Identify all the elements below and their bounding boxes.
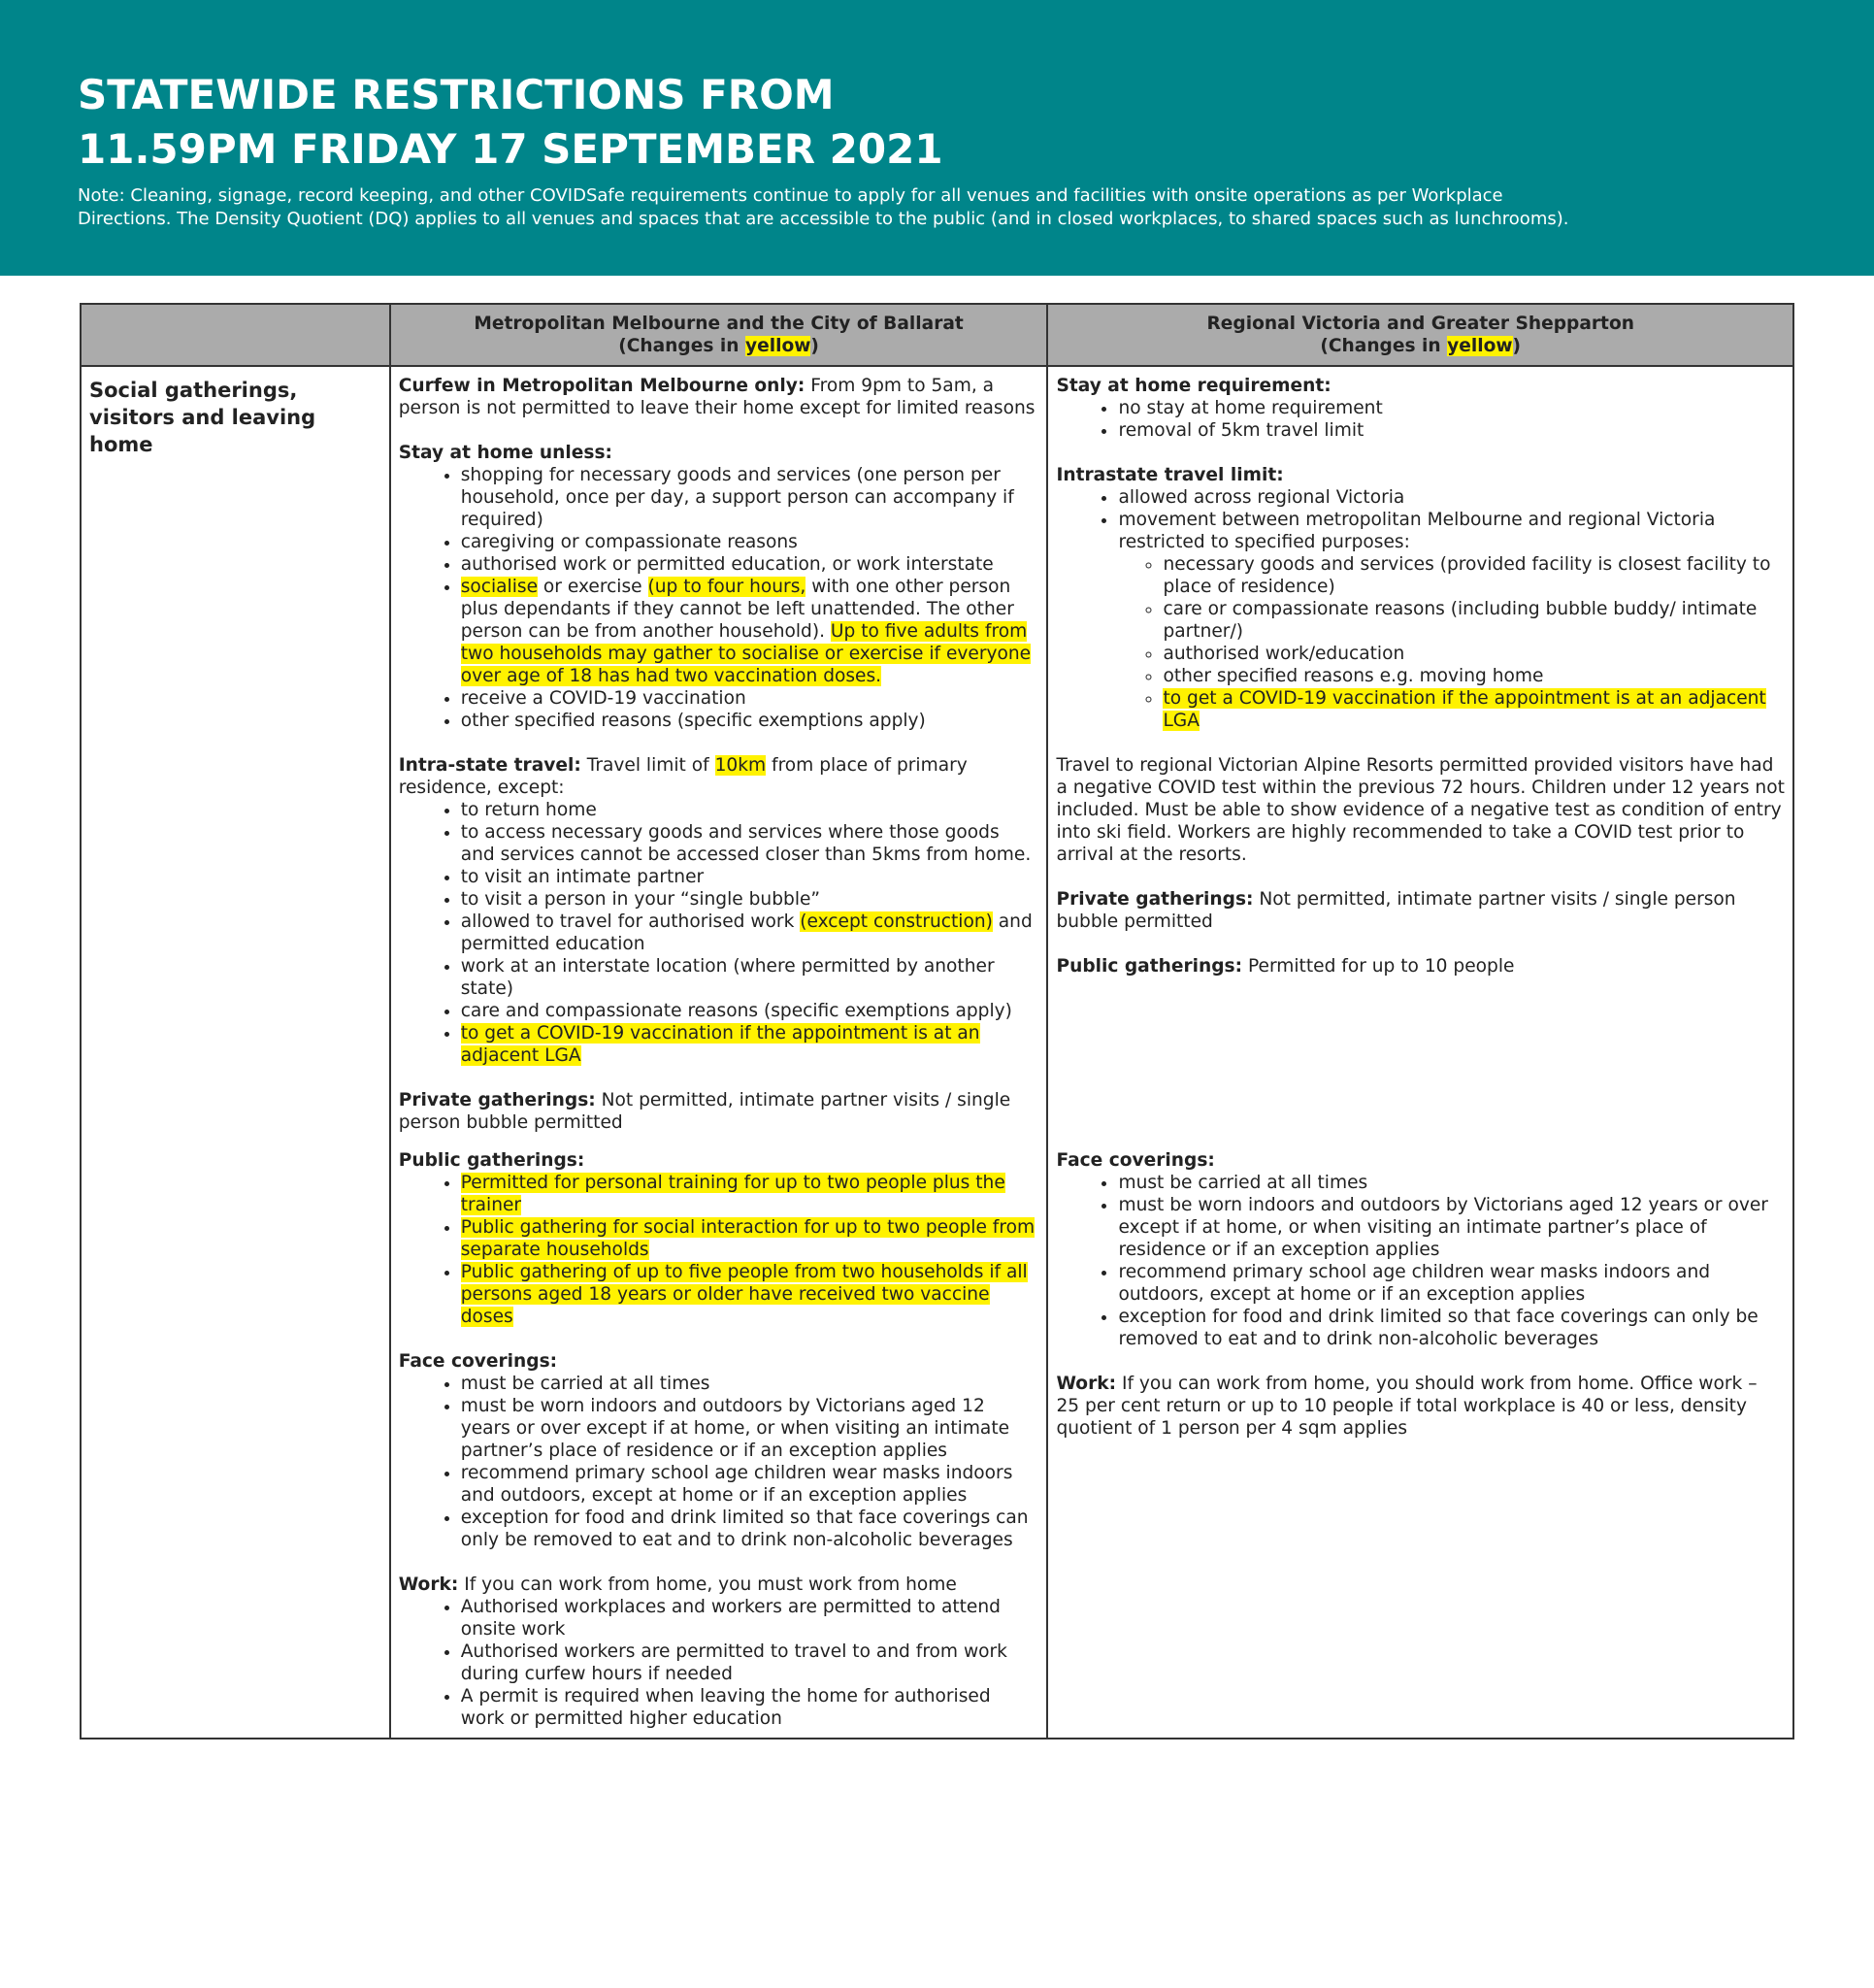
regional-face-heading: Face coverings: xyxy=(1056,1150,1215,1171)
list-item: • no stay at home requirement xyxy=(1118,397,1785,419)
metro-private-block xyxy=(399,1089,1039,1134)
list-item xyxy=(461,911,1039,955)
list-item: • to access necessary goods and services where those goods and services cannot be accessed closer than 5kms from home. xyxy=(461,821,1039,866)
highlight: Permitted for personal training for up to two people plus the trainer xyxy=(460,1173,1005,1215)
regional-cell-part-2 xyxy=(1047,1142,1793,1739)
regional-changes-prefix: (Changes in xyxy=(1320,336,1448,356)
regional-private-block xyxy=(1056,888,1785,933)
metro-public-block xyxy=(399,1149,1039,1328)
metro-face-block xyxy=(399,1350,1039,1551)
metro-public-list xyxy=(399,1172,1039,1328)
metro-work-heading: Work: xyxy=(398,1574,459,1595)
row-label-cell-continued xyxy=(81,1142,390,1739)
metro-stay-heading: Stay at home unless: xyxy=(398,443,612,463)
list-item: • receive a COVID-19 vaccination xyxy=(461,687,1039,710)
list-item: • allowed across regional Victoria xyxy=(1118,486,1785,509)
metro-work-text: If you can work from home, you must work from home xyxy=(458,1574,957,1595)
highlight: (up to four hours, xyxy=(647,577,806,597)
regional-alpine-text: Travel to regional Victorian Alpine Resorts permitted provided visitors have had a negative COVID test within the previous 72 hours. Children under 12 years not included. Must be able to show evidence of a negative test as condition of entry into ski field. Workers are highly recommended to take a COVID test prior to arrival at the resorts. xyxy=(1056,755,1785,865)
list-item: • authorised work or permitted education, or work interstate xyxy=(461,553,1039,576)
list-item: • recommend primary school age children wear masks indoors and outdoors, except at home or if an exception applies xyxy=(1118,1261,1785,1306)
list-item: • must be worn indoors and outdoors by Victorians aged 12 years or over except if at home, or when visiting an intimate partner’s place of residence or if an exception applies xyxy=(1118,1194,1785,1261)
regional-stay-heading: Stay at home requirement: xyxy=(1056,376,1332,396)
metro-stay-list xyxy=(399,464,1039,732)
metro-face-list xyxy=(399,1373,1039,1551)
list-item: • exception for food and drink limited so that face coverings can only be removed to eat and to drink non-alcoholic beverages xyxy=(1118,1306,1785,1350)
header-regional-cell xyxy=(1047,304,1793,366)
regional-public-block xyxy=(1056,955,1785,977)
metro-work-block xyxy=(399,1574,1039,1730)
regional-work-heading: Work: xyxy=(1056,1374,1117,1394)
list-item xyxy=(461,576,1039,687)
metro-title: Metropolitan Melbourne and the City of Ballarat xyxy=(474,314,964,334)
list-item xyxy=(1118,509,1785,732)
highlight: Public gathering of up to five people from two households if all persons aged 18 years or older have received two vaccine doses xyxy=(460,1262,1028,1327)
highlight: Up to five adults from two households may gather to socialise or exercise if everyone over age of 18 has had two vaccination doses. xyxy=(460,621,1032,686)
restrictions-table xyxy=(80,303,1794,1740)
regional-intra-sublist xyxy=(1118,553,1785,732)
list-item: • must be carried at all times xyxy=(461,1373,1039,1395)
text-run: movement between metropolitan Melbourne and regional Victoria restricted to specified purposes: xyxy=(1118,510,1716,552)
list-item: • to visit an intimate partner xyxy=(461,866,1039,888)
metro-public-heading: Public gatherings: xyxy=(398,1150,585,1171)
list-item: • shopping for necessary goods and services (one person per household, once per day, a support person can accompany if required) xyxy=(461,464,1039,531)
regional-public-text: Permitted for up to 10 people xyxy=(1242,956,1515,977)
metro-cell-part-1 xyxy=(390,366,1048,1142)
metro-intra-heading: Intra-state travel: xyxy=(398,755,581,776)
list-item xyxy=(461,1172,1039,1216)
metro-changes-suffix: ) xyxy=(810,336,819,356)
list-item: • recommend primary school age children wear masks indoors and outdoors, except at home or if an exception applies xyxy=(461,1462,1039,1507)
row-label-cell xyxy=(81,366,390,1142)
list-item: • other specified reasons (specific exemptions apply) xyxy=(461,710,1039,732)
list-item: • to return home xyxy=(461,799,1039,821)
metro-changes-word: yellow xyxy=(744,336,811,356)
title-line-2: 11.59PM FRIDAY 17 SEPTEMBER 2021 xyxy=(78,125,943,173)
regional-work-block xyxy=(1056,1373,1785,1440)
table-header-row xyxy=(81,304,1793,366)
list-item: ◦ care or compassionate reasons (including bubble buddy/ intimate partner/) xyxy=(1163,598,1785,643)
list-item: • A permit is required when leaving the home for authorised work or permitted higher education xyxy=(461,1685,1039,1730)
list-item: • caregiving or compassionate reasons xyxy=(461,531,1039,553)
regional-intra-block xyxy=(1056,464,1785,732)
text-run: and permitted education xyxy=(460,911,1033,954)
list-item xyxy=(1163,687,1785,732)
title-line-1: STATEWIDE RESTRICTIONS FROM xyxy=(78,71,835,118)
list-item: ◦ other specified reasons e.g. moving home xyxy=(1163,665,1785,687)
text-run: with one other person plus dependants if they cannot be left unattended. The other person can be from another household). xyxy=(460,577,1014,642)
header-note: Note: Cleaning, signage, record keeping, and other COVIDSafe requirements continue to apply for all venues and facilities with onsite operations as per Workplace Directions. The Density Quotient (DQ) applies to all venues and spaces that are accessible to the public (and in closed workplaces, to shared spaces such as lunchrooms). xyxy=(78,185,1569,229)
list-item xyxy=(461,1022,1039,1067)
metro-intra-list xyxy=(399,799,1039,1067)
metro-private-text: Not permitted, intimate partner visits / single person bubble permitted xyxy=(398,1090,1011,1133)
list-item: ◦ authorised work/education xyxy=(1163,643,1785,665)
list-item: • exception for food and drink limited so that face coverings can only be removed to eat and to drink non-alcoholic beverages xyxy=(461,1507,1039,1551)
text-run: or exercise xyxy=(538,577,648,597)
regional-title: Regional Victoria and Greater Shepparton xyxy=(1206,314,1634,334)
metro-work-list xyxy=(399,1596,1039,1730)
text-run: from place of primary residence, except: xyxy=(398,755,968,798)
regional-private-text: Not permitted, intimate partner visits / single person bubble permitted xyxy=(1056,889,1736,932)
metro-changes-prefix: (Changes in xyxy=(618,336,745,356)
metro-private-heading: Private gatherings: xyxy=(398,1090,596,1110)
metro-curfew-text: From 9pm to 5am, a person is not permitted to leave their home except for limited reasons xyxy=(398,376,1036,418)
table-row xyxy=(81,366,1793,1142)
regional-intra-heading: Intrastate travel limit: xyxy=(1056,465,1284,485)
header-metro-cell xyxy=(390,304,1048,366)
regional-cell-part-1 xyxy=(1047,366,1793,1142)
regional-stay-block xyxy=(1056,375,1785,442)
metro-cell-part-2 xyxy=(390,1142,1048,1739)
highlight: to get a COVID-19 vaccination if the appointment is at an adjacent LGA xyxy=(460,1023,980,1066)
metro-stay-block xyxy=(399,442,1039,732)
regional-private-heading: Private gatherings: xyxy=(1056,889,1254,910)
list-item: • Authorised workers are permitted to travel to and from work during curfew hours if needed xyxy=(461,1640,1039,1685)
header-banner xyxy=(0,0,1874,276)
metro-curfew-block xyxy=(399,375,1039,419)
list-item: • work at an interstate location (where permitted by another state) xyxy=(461,955,1039,1000)
regional-face-block xyxy=(1056,1149,1785,1350)
highlight: Public gathering for social interaction for up to two people from separate households xyxy=(460,1217,1036,1260)
header-empty-cell xyxy=(81,304,390,366)
list-item: • must be carried at all times xyxy=(1118,1172,1785,1194)
list-item xyxy=(461,1216,1039,1261)
highlight: socialise xyxy=(460,577,539,597)
regional-intra-list xyxy=(1056,486,1785,732)
regional-work-text: If you can work from home, you should work from home. Office work – 25 per cent return or up to 10 people if total workplace is 40 or less, density quotient of 1 person per 4 sqm applies xyxy=(1056,1374,1758,1439)
text-run: allowed to travel for authorised work xyxy=(460,911,801,932)
list-item: • care and compassionate reasons (specific exemptions apply) xyxy=(461,1000,1039,1022)
table-row xyxy=(81,1142,1793,1739)
regional-stay-list xyxy=(1056,397,1785,442)
highlight: to get a COVID-19 vaccination if the appointment is at an adjacent LGA xyxy=(1163,688,1766,731)
regional-face-list xyxy=(1056,1172,1785,1350)
metro-face-heading: Face coverings: xyxy=(398,1351,558,1372)
highlight: (except construction) xyxy=(800,911,993,932)
metro-curfew-heading: Curfew in Metropolitan Melbourne only: xyxy=(398,376,805,396)
row-label: Social gatherings, visitors and leaving home xyxy=(89,379,316,456)
list-item: • to visit a person in your “single bubble” xyxy=(461,888,1039,911)
page-title xyxy=(78,68,943,177)
list-item: • must be worn indoors and outdoors by Victorians aged 12 years or over except if at home, or when visiting an intimate partner’s place of residence or if an exception applies xyxy=(461,1395,1039,1462)
metro-intra-block xyxy=(399,754,1039,1067)
regional-public-heading: Public gatherings: xyxy=(1056,956,1243,977)
highlight: 10km xyxy=(714,755,767,776)
regional-alpine-block xyxy=(1056,754,1785,866)
regional-changes-word: yellow xyxy=(1447,336,1513,356)
list-item xyxy=(461,1261,1039,1328)
list-item: • Authorised workplaces and workers are permitted to attend onsite work xyxy=(461,1596,1039,1640)
list-item: • removal of 5km travel limit xyxy=(1118,419,1785,442)
list-item: ◦ necessary goods and services (provided facility is closest facility to place of residence) xyxy=(1163,553,1785,598)
regional-changes-suffix: ) xyxy=(1512,336,1522,356)
text-run: Travel limit of xyxy=(580,755,715,776)
